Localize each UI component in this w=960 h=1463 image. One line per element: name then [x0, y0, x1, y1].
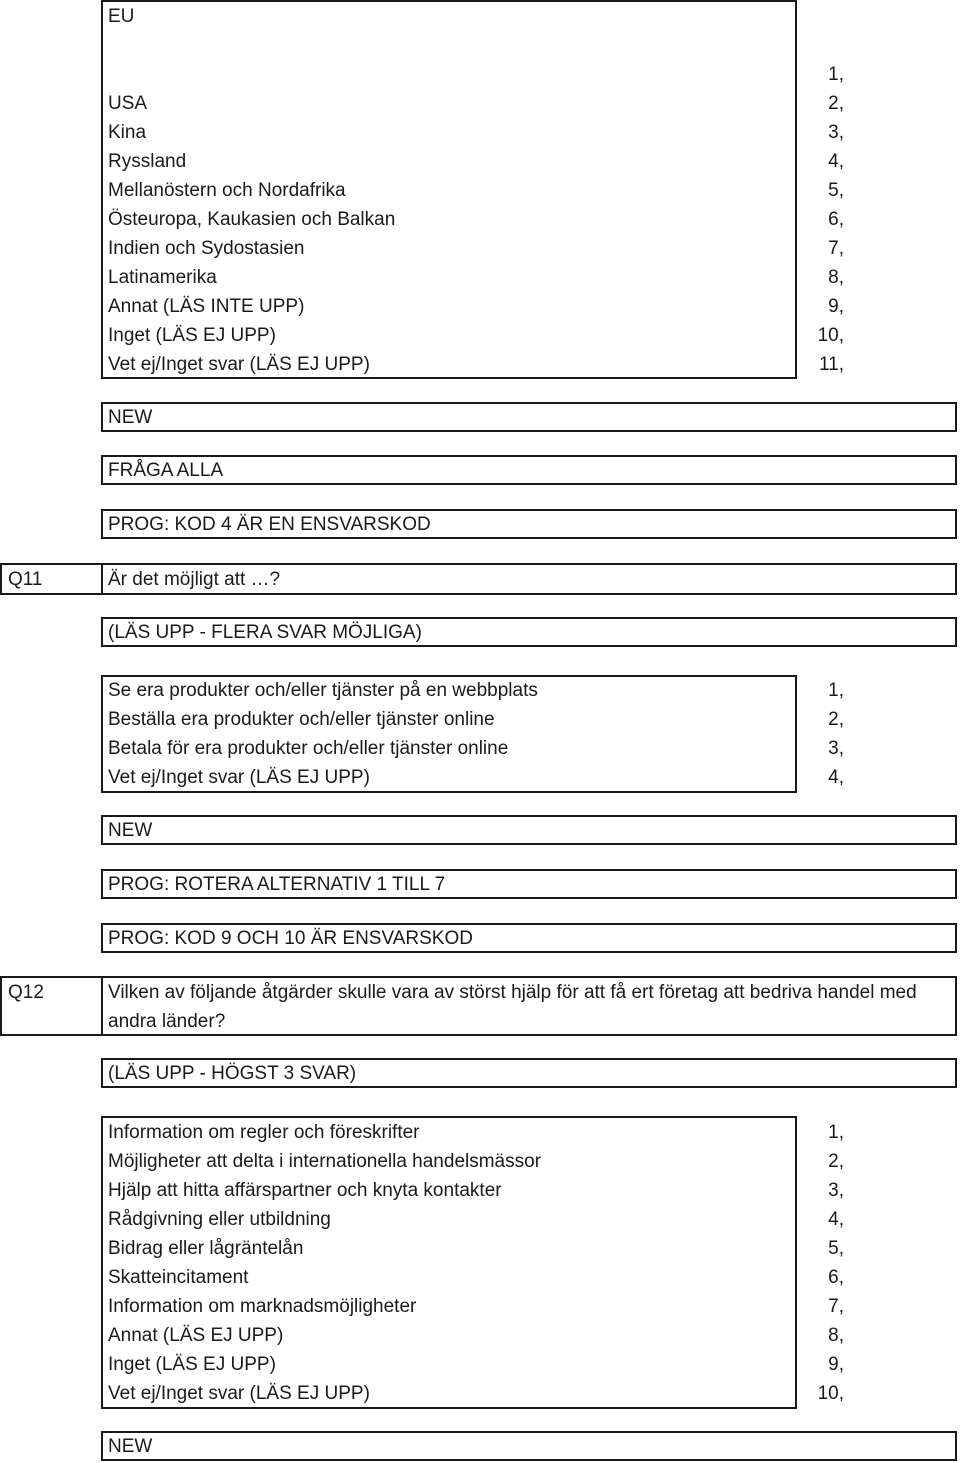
q11-option-code: 2, [828, 709, 844, 730]
q12-question: Vilken av följande åtgärder skulle vara av störst hjälp för att få ert företag att bedriva handel med andra länder? [108, 982, 917, 1032]
footer-new-box [101, 1431, 957, 1461]
list1-code: 6, [828, 209, 844, 230]
list1-code: 2, [828, 93, 844, 114]
q12-option-code: 5, [828, 1238, 844, 1259]
q11-fraga-box [101, 455, 957, 485]
q12-new-box [101, 815, 957, 845]
q12-option-label: Vet ej/Inget svar (LÄS EJ UPP) [108, 1383, 370, 1404]
q12-option-code: 9, [828, 1354, 844, 1375]
footer-new-label: NEW [108, 1436, 153, 1457]
list1-label: Mellanöstern och Nordafrika [108, 180, 346, 201]
q11-id: Q11 [8, 569, 43, 590]
list1-code: 7, [828, 238, 844, 259]
q12-option-label: Hjälp att hitta affärspartner och knyta kontakter [108, 1180, 502, 1201]
list1-code: 11, [818, 354, 844, 375]
q11-new-label: NEW [108, 407, 153, 428]
q12-option-code: 8, [828, 1325, 844, 1346]
q11-option-label: Betala för era produkter och/eller tjänster online [108, 738, 509, 759]
q11-question: Är det möjligt att …? [108, 569, 281, 590]
q11-option-label: Beställa era produkter och/eller tjänster online [108, 709, 495, 730]
q12-option-code: 3, [828, 1180, 844, 1201]
list1-code: 8, [828, 267, 844, 288]
q11-option-code: 4, [828, 767, 844, 788]
q11-prog-label: PROG: KOD 4 ÄR EN ENSVARSKOD [108, 514, 431, 535]
q12-option-label: Annat (LÄS EJ UPP) [108, 1325, 284, 1346]
q11-option-label: Se era produkter och/eller tjänster på en webbplats [108, 680, 538, 701]
list1-label: Indien och Sydostasien [108, 238, 305, 259]
q12-option-code: 7, [828, 1296, 844, 1317]
list1-code: 10, [817, 325, 844, 346]
q12-option-label: Skatteincitament [108, 1267, 249, 1288]
q11-option-label: Vet ej/Inget svar (LÄS EJ UPP) [108, 767, 370, 788]
q12-id: Q12 [8, 982, 44, 1003]
q12-option-code: 4, [828, 1209, 844, 1230]
q12-option-code: 2, [828, 1151, 844, 1172]
list1-code: 9, [828, 296, 844, 317]
list1-label: Latinamerika [108, 267, 217, 288]
q12-instruction: (LÄS UPP - HÖGST 3 SVAR) [108, 1063, 357, 1084]
q12-prog1-label: PROG: ROTERA ALTERNATIV 1 TILL 7 [108, 874, 446, 895]
list1-label: Kina [108, 122, 147, 143]
q12-option-label: Inget (LÄS EJ UPP) [108, 1354, 276, 1375]
list1-code: 5, [828, 180, 844, 201]
list1-label: USA [108, 93, 148, 114]
list1-label: Annat (LÄS INTE UPP) [108, 296, 305, 317]
q12-new-label: NEW [108, 820, 153, 841]
q11-instruction: (LÄS UPP - FLERA SVAR MÖJLIGA) [108, 622, 422, 643]
q11-option-code: 3, [828, 738, 844, 759]
q12-option-label: Information om marknadsmöjligheter [108, 1296, 417, 1317]
list1-code: 3, [828, 122, 844, 143]
list1-code: 4, [828, 151, 844, 172]
q11-option-code: 1, [828, 680, 844, 701]
list1-label: Ryssland [108, 151, 187, 172]
q12-option-label: Bidrag eller lågräntelån [108, 1238, 304, 1259]
q12-option-code: 1, [828, 1122, 844, 1143]
q11-fraga-label: FRÅGA ALLA [108, 460, 224, 481]
top-header: EU [108, 6, 135, 27]
list1-label: Inget (LÄS EJ UPP) [108, 325, 276, 346]
q12-option-code: 6, [828, 1267, 844, 1288]
q12-option-code: 10, [817, 1383, 844, 1404]
q11-new-box [101, 402, 957, 432]
q12-prog2-label: PROG: KOD 9 OCH 10 ÄR ENSVARSKOD [108, 928, 473, 949]
q12-option-label: Information om regler och föreskrifter [108, 1122, 420, 1143]
q12-option-label: Rådgivning eller utbildning [108, 1209, 331, 1230]
list1-code: 1, [828, 64, 844, 85]
list1-label: Vet ej/Inget svar (LÄS EJ UPP) [108, 354, 370, 375]
list1-label: Östeuropa, Kaukasien och Balkan [108, 209, 396, 230]
q12-option-label: Möjligheter att delta i internationella handelsmässor [108, 1151, 542, 1172]
